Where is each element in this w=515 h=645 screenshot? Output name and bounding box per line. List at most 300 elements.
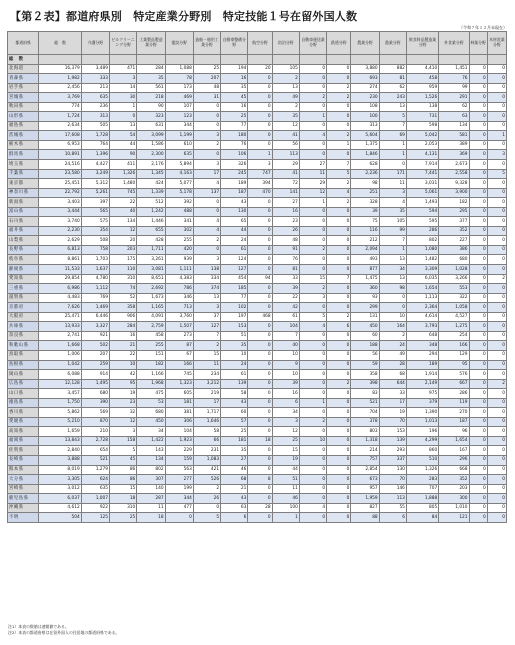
value-cell: 9 [272,360,299,370]
value-cell: 4 [327,188,351,198]
value-cell: 374 [193,284,220,294]
value-cell: 4 [299,322,326,332]
value-cell: 757 [351,455,379,465]
value-cell: 764 [81,140,109,150]
value-cell: 76 [221,140,248,150]
value-cell: 16,379 [39,64,81,74]
value-cell: 60 [351,331,379,341]
value-cell: 213 [81,83,109,93]
value-cell: 1 [272,513,299,523]
table-row [8,503,507,513]
table-row [8,312,507,322]
value-cell: 0 [469,160,487,170]
value-cell: 1 [248,150,272,160]
value-cell: 1,711 [137,245,165,255]
value-cell: 758 [81,245,109,255]
value-cell: 2,692 [137,284,165,294]
table-row [8,226,507,236]
value-cell: 2,759 [137,322,165,332]
value-cell: 673 [351,475,379,485]
value-cell: 0 [248,198,272,208]
prefecture-cell: 静岡県 [8,265,39,275]
value-cell: 648 [406,331,438,341]
value-cell: 0 [248,140,272,150]
value-cell: 635 [81,93,109,103]
value-cell: 1,451 [439,64,469,74]
value-cell: 0 [487,494,506,504]
value-cell: 0 [248,513,272,523]
value-cell: 0 [327,408,351,418]
value-cell: 83 [351,389,379,399]
value-cell: 0 [299,64,326,74]
value-cell: 0 [327,446,351,456]
value-cell: 27 [221,455,248,465]
value-cell: 3,081 [137,265,165,275]
value-cell: 116 [351,226,379,236]
value-cell: 0 [299,255,326,265]
value-cell: 5 [487,169,506,179]
table-row [8,64,507,74]
value-cell: 1,482 [406,255,438,265]
value-cell: 0 [469,121,487,131]
value-cell: 3 [110,427,137,437]
value-cell: 0 [327,503,351,513]
value-cell: 2,456 [39,83,81,93]
value-cell: 2,741 [39,331,81,341]
prefecture-cell: 大阪府 [8,312,39,322]
value-cell: 1,345 [137,169,165,179]
value-cell: 2 [327,83,351,93]
value-cell: 72 [272,179,299,189]
value-cell: 378 [351,417,379,427]
column-header: 工業製品製造業分野 [137,32,165,55]
value-cell: 127 [193,322,220,332]
prefecture-cell: 兵庫県 [8,322,39,332]
value-cell: 236 [81,102,109,112]
value-cell: 63 [221,503,248,513]
value-cell: 15 [299,274,326,284]
value-cell: 2,094 [351,245,379,255]
value-cell: 93 [351,293,379,303]
value-cell: 477 [165,503,193,513]
value-cell: 1,083 [193,455,220,465]
prefecture-cell: 沖縄県 [8,503,39,513]
value-cell: 37 [193,312,220,322]
value-cell: 4 [193,217,220,227]
value-cell: 234 [193,370,220,380]
value-cell: 13 [379,274,406,284]
value-cell: 12 [272,427,299,437]
column-header: 林業分野 [469,32,487,55]
value-cell: 0 [248,360,272,370]
value-cell: 13 [193,293,220,303]
value-cell: 3,031 [406,179,438,189]
value-cell: 3,444 [39,207,81,217]
value-cell: 0 [193,150,220,160]
value-cell: 569 [81,408,109,418]
value-cell: 0 [487,322,506,332]
table-row [8,484,507,494]
value-cell: 0 [469,475,487,485]
value-cell: 344 [165,121,193,131]
value-cell: 4,612 [39,503,81,513]
value-cell [248,55,272,65]
table-row [8,350,507,360]
value-cell: 16 [221,74,248,84]
value-cell: 1,199 [165,131,193,141]
column-header: 漁業分野 [379,32,406,55]
value-cell: 7 [327,274,351,284]
value-cell: 397 [81,198,109,208]
prefecture-cell: 神奈川県 [8,188,39,198]
value-cell: 56 [272,140,299,150]
value-cell: 975 [406,389,438,399]
value-cell: 0 [469,102,487,112]
page-title: 【第２表】都道府県別 特定産業分野別 特定技能１号在留外国人数 [10,10,358,23]
column-header: 自動車整備分野 [221,32,248,55]
value-cell: 922 [81,503,109,513]
value-cell: 860 [406,446,438,456]
value-cell: 3 [272,417,299,427]
value-cell: 106 [221,150,248,160]
prefecture-cell: 不明 [8,513,39,523]
value-cell: 2 [299,93,326,103]
value-cell: 0 [327,293,351,303]
value-cell: 46 [221,465,248,475]
value-cell: 43 [221,398,248,408]
value-cell [439,55,469,65]
value-cell: 22 [110,350,137,360]
prefecture-cell: 島根県 [8,360,39,370]
value-cell: 3,309 [406,265,438,275]
prefecture-cell: 栃木県 [8,140,39,150]
value-cell: 20 [110,236,137,246]
value-cell: 0 [487,102,506,112]
value-cell: 0 [299,236,326,246]
value-cell: 139 [221,379,248,389]
value-cell: 10 [272,350,299,360]
table-row [8,121,507,131]
value-cell: 635 [81,484,109,494]
value-cell: 173 [165,83,193,93]
value-cell: 310 [110,503,137,513]
value-cell: 505 [81,121,109,131]
value-cell: 94 [248,274,272,284]
value-cell: 70 [379,417,406,427]
value-cell: 98 [351,179,379,189]
value-cell: 0 [299,83,326,93]
value-cell: 322 [439,293,469,303]
value-cell: 0 [327,207,351,217]
value-cell: 2 [299,245,326,255]
value-cell: 0 [469,350,487,360]
value-cell: 105 [379,217,406,227]
value-cell: 561 [137,83,165,93]
value-cell: 110 [110,265,137,275]
prefecture-cell: 福岡県 [8,436,39,446]
prefecture-cell: 岡山県 [8,370,39,380]
value-cell: 2,230 [39,226,81,236]
prefecture-cell: 福島県 [8,121,39,131]
value-cell [39,55,81,65]
value-cell: 0 [299,494,326,504]
value-cell: 2 [193,140,220,150]
prefecture-cell: 茨城県 [8,131,39,141]
value-cell: 61 [272,312,299,322]
value-cell: 5,312 [81,179,109,189]
prefecture-cell: 東京都 [8,179,39,189]
value-cell: 22,792 [39,188,81,198]
value-cell: 212 [351,236,379,246]
value-cell: 337 [379,455,406,465]
value-cell: 6,986 [39,284,81,294]
value-cell: 1,323 [165,379,193,389]
value-cell: 323 [137,112,165,122]
value-cell: 1,469 [81,303,109,313]
value-cell: 6 [327,322,351,332]
value-cell: 88 [351,513,379,523]
value-cell: 182 [137,360,165,370]
value-cell: 0 [327,370,351,380]
table-row [8,284,507,294]
value-cell: 10 [379,312,406,322]
column-header: 造船・舶用工業分野 [193,32,220,55]
value-cell: 0 [299,265,326,275]
value-cell: 138 [406,102,438,112]
value-cell: 0 [469,217,487,227]
value-cell: 575 [81,217,109,227]
value-cell: 1,493 [406,198,438,208]
value-cell: 0 [299,74,326,84]
value-cell: 0 [248,398,272,408]
value-cell: 134 [137,455,165,465]
value-cell: 428 [137,236,165,246]
value-cell: 521 [81,455,109,465]
value-cell: 521 [351,398,379,408]
value-cell: 0 [248,83,272,93]
value-cell: 1,006 [39,350,81,360]
value-cell: 6,446 [81,312,109,322]
value-cell: 0 [299,389,326,399]
value-cell: 230 [351,93,379,103]
value-cell: 13 [110,121,137,131]
value-cell: 0 [469,198,487,208]
value-cell: 0 [469,360,487,370]
value-cell: 475 [137,389,165,399]
value-cell: 53 [137,398,165,408]
value-cell: 13 [379,255,406,265]
value-cell: 0 [299,226,326,236]
value-cell: 0 [299,102,326,112]
value-cell: 15 [110,484,137,494]
value-cell: 1,703 [81,255,109,265]
value-cell: 0 [327,245,351,255]
value-cell: 0 [469,322,487,332]
value-cell: 81 [379,74,406,84]
value-cell: 0 [487,350,506,360]
value-cell: 334 [193,274,220,284]
value-cell: 313 [351,121,379,131]
value-cell: 680 [81,389,109,399]
value-cell: 0 [487,389,506,399]
value-cell: 4,131 [406,150,438,160]
value-cell: 231 [193,446,220,456]
value-cell: 0 [469,226,487,236]
column-header: 介護分野 [81,32,109,55]
value-cell: 189 [406,360,438,370]
value-cell: 182 [439,198,469,208]
value-cell: 469 [165,93,193,103]
value-cell: 10,891 [39,150,81,160]
value-cell: 44 [110,140,137,150]
column-header: 航空分野 [248,32,272,55]
value-cell: 3,769 [39,93,81,103]
value-cell: 123 [165,112,193,122]
value-cell: 62 [379,83,406,93]
value-cell: 0 [487,503,506,513]
value-cell [193,55,220,65]
value-cell: 0 [299,446,326,456]
value-cell: 3 [379,188,406,198]
value-cell: 1,080 [406,245,438,255]
value-cell: 39 [351,207,379,217]
value-cell: 137 [193,188,220,198]
value-cell: 0 [327,341,351,351]
footnotes [8,624,119,636]
table-row [8,217,507,227]
value-cell: 13 [272,83,299,93]
value-cell: 21 [110,341,137,351]
value-cell: 0 [487,465,506,475]
value-cell: 51 [272,475,299,485]
value-cell: 5 [299,312,326,322]
value-cell: 0 [487,312,506,322]
value-cell: 25 [193,64,220,74]
value-cell: 41 [272,131,299,141]
value-cell: 1,495 [81,379,109,389]
value-cell: 2,364 [406,303,438,313]
value-cell: 680 [137,408,165,418]
value-cell: 1,446 [137,217,165,227]
column-header: 木材産業分野 [487,32,506,55]
table-row [8,389,507,399]
value-cell: 245 [221,169,248,179]
value-cell: 628 [351,160,379,170]
value-cell: 19 [379,408,406,418]
value-cell: 344 [165,494,193,504]
value-cell: 17,608 [39,131,81,141]
value-cell: 44 [221,226,248,236]
value-cell: 11 [137,503,165,513]
value-cell: 18 [137,513,165,523]
table-row [8,513,507,523]
value-cell: 251 [351,188,379,198]
value-cell: 96 [439,427,469,437]
value-cell: 0 [327,513,351,523]
value-cell: 0 [469,303,487,313]
value-cell: 1,396 [81,150,109,160]
value-cell: 0 [469,284,487,294]
value-cell: 1,724 [39,112,81,122]
value-cell: 508 [81,236,109,246]
value-cell: 1,326 [110,169,137,179]
value-cell: 1 [379,140,406,150]
value-cell: 0 [487,179,506,189]
value-cell: 377 [439,217,469,227]
value-cell: 0 [327,236,351,246]
value-cell: 84 [406,513,438,523]
value-cell: 6,037 [39,494,81,504]
value-cell: 99 [439,83,469,93]
value-cell: 341 [165,217,193,227]
value-cell: 295 [439,207,469,217]
value-cell: 0 [469,389,487,399]
value-cell: 939 [165,255,193,265]
prefecture-cell: 総 数 [8,55,39,65]
value-cell: 59 [351,360,379,370]
value-cell: 1,480 [110,179,137,189]
column-header: 建設分野 [165,32,193,55]
value-cell: 15 [193,350,220,360]
value-cell: 526 [193,475,220,485]
value-cell: 7 [379,236,406,246]
value-cell: 27 [299,160,326,170]
value-cell: 33 [379,389,406,399]
value-cell: 2 [379,331,406,341]
value-cell: 1,275 [439,322,469,332]
value-cell: 581 [439,131,469,141]
prefecture-cell: 鹿児島県 [8,494,39,504]
value-cell: 360 [351,284,379,294]
value-cell: 2 [193,484,220,494]
value-cell: 0 [469,370,487,380]
value-cell: 5,210 [39,417,81,427]
table-row [8,293,507,303]
value-cell: 0 [487,303,506,313]
value-cell: 12 [110,226,137,236]
value-cell: 199 [165,484,193,494]
value-cell: 40 [272,341,299,351]
value-cell: 10 [221,350,248,360]
value-cell: 0 [248,245,272,255]
prefecture-cell: 福井県 [8,226,39,236]
value-cell: 3,880 [351,64,379,74]
value-cell: 32 [110,408,137,418]
value-cell: 5 [379,112,406,122]
value-cell: 7,626 [39,303,81,313]
value-cell: 23 [110,398,137,408]
value-cell: 1,326 [406,465,438,475]
value-cell: 390 [81,398,109,408]
value-cell: 635 [165,150,193,160]
value-cell: 454 [221,274,248,284]
value-cell: 0 [469,436,487,446]
value-cell: 346 [165,293,193,303]
value-cell: 1,968 [137,379,165,389]
value-cell [487,55,506,65]
value-cell: 210 [81,427,109,437]
value-cell: 2,176 [137,160,165,170]
table-row [8,331,507,341]
value-cell: 386 [439,245,469,255]
table-header-row [8,32,507,55]
value-cell: 595 [406,217,438,227]
as-of-date: （令和７年１２月末現在） [459,25,507,30]
value-cell: 333 [81,74,109,84]
value-cell: 0 [327,331,351,341]
value-cell: 69 [379,131,406,141]
value-cell: 0 [487,112,506,122]
